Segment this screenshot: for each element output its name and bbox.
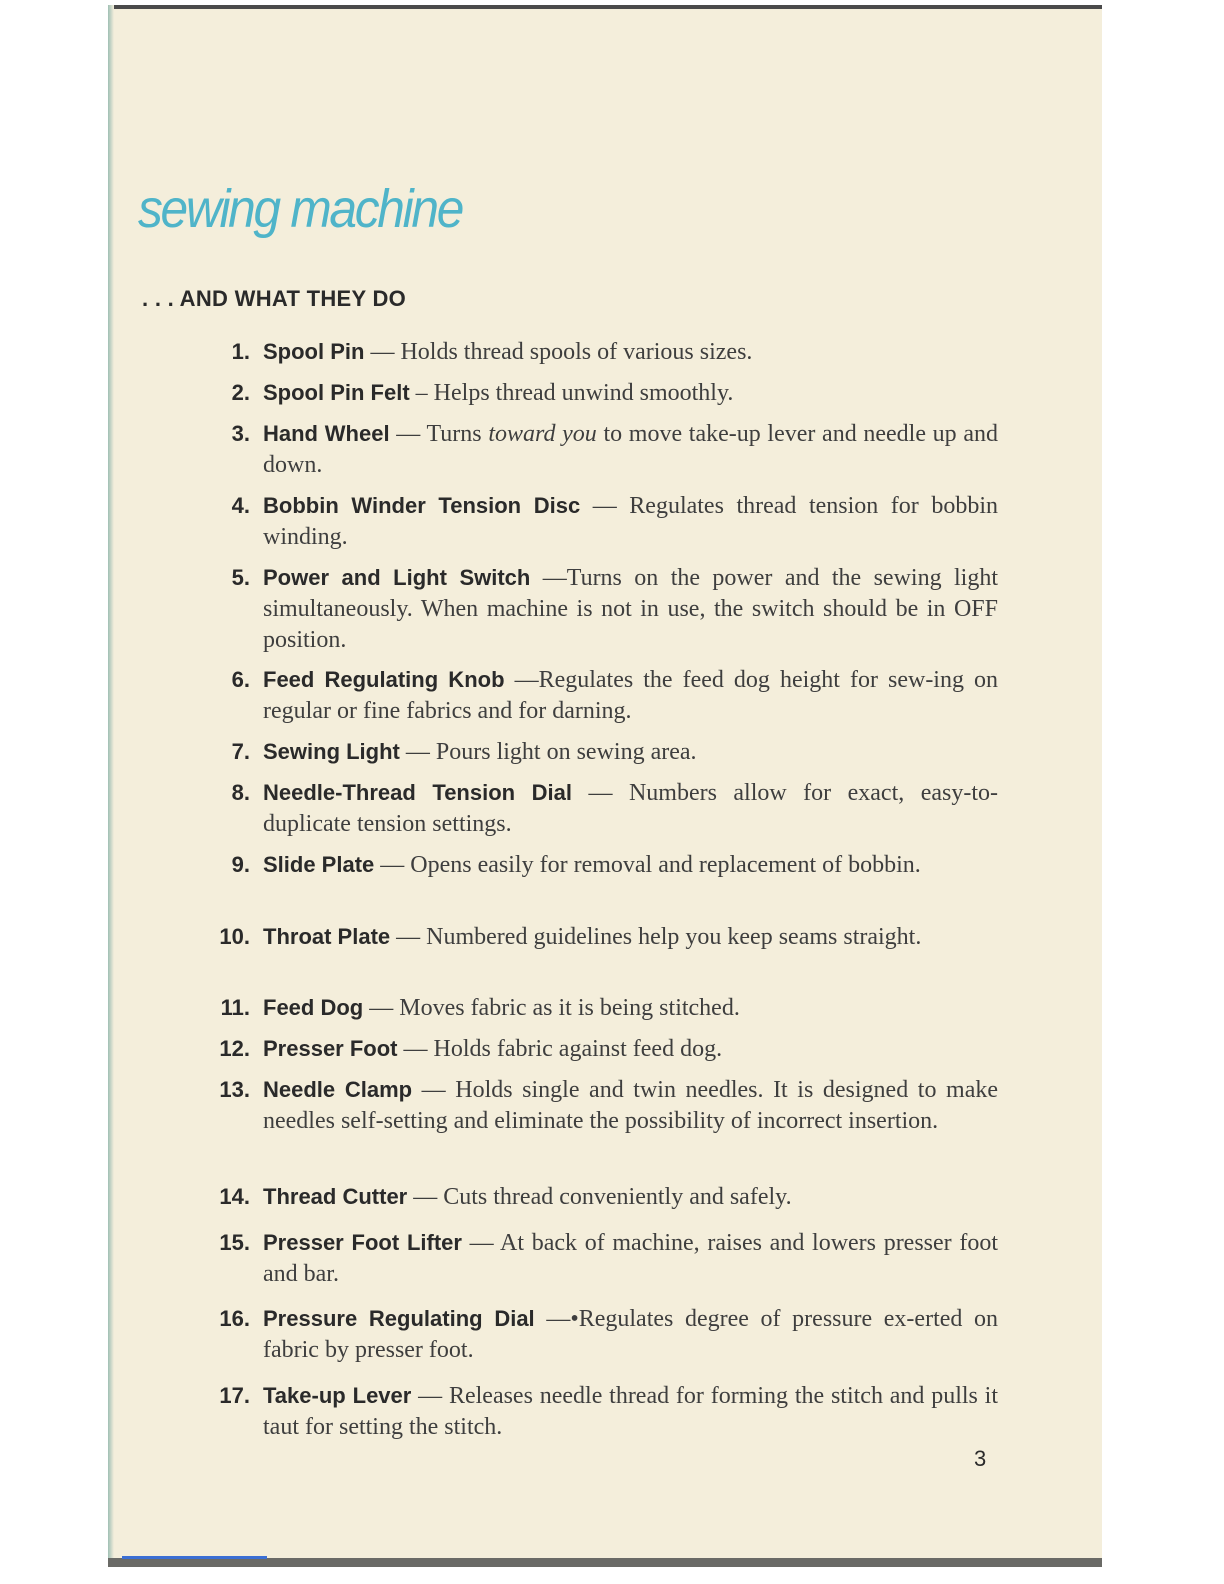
page-title: sewing machine: [138, 179, 463, 239]
item-term: Throat Plate: [263, 924, 391, 949]
item-term: Needle Clamp: [263, 1077, 413, 1102]
list-item: [204, 1033, 998, 1065]
item-number: 15.: [219, 1230, 250, 1255]
item-description: – Helps thread unwind smoothly.: [415, 380, 734, 406]
item-term: Sewing Light: [263, 739, 400, 764]
item-number: 7.: [231, 739, 250, 764]
item-description: — Numbers allow for exact, easy-to-duplicate tension settings.: [263, 780, 998, 837]
item-term: Feed Dog: [263, 995, 364, 1020]
page-bottom-edge: [108, 1558, 1102, 1567]
item-number: 14.: [219, 1184, 250, 1209]
item-description-emphasis: toward you: [488, 421, 597, 447]
item-number: 8.: [231, 780, 250, 805]
list-item: [204, 562, 998, 656]
list-item: [204, 664, 998, 727]
item-number: 10.: [219, 924, 250, 949]
item-number: 12.: [219, 1036, 250, 1061]
item-term: Take-up Lever: [263, 1383, 412, 1408]
item-description: — Opens easily for removal and replacement of bobbin.: [380, 852, 921, 878]
item-description: —Regulates the feed dog height for sew-ing on regular or fine fabrics and for darning.: [263, 667, 999, 724]
item-description: — At back of machine, raises and lowers presser foot and bar.: [263, 1230, 998, 1287]
list-item: [204, 418, 998, 481]
item-number: 9.: [231, 852, 250, 877]
list-item: [204, 1227, 998, 1290]
item-description: — Turns toward you to move take-up lever and needle up and down.: [263, 421, 998, 478]
item-description: — Holds single and twin needles. It is designed to make needles self-setting and eliminate the possibility of incorrect insertion.: [263, 1077, 998, 1134]
item-number: 11.: [220, 995, 250, 1020]
list-item: [204, 1074, 998, 1137]
list-item: [204, 1303, 998, 1366]
item-number: 5.: [231, 565, 250, 590]
item-description: — Regulates thread tension for bobbin winding.: [263, 493, 998, 550]
list-item: [204, 777, 998, 840]
item-term: Bobbin Winder Tension Disc: [263, 493, 581, 518]
item-term: Needle-Thread Tension Dial: [263, 780, 573, 805]
item-description: — Holds fabric against feed dog.: [403, 1036, 723, 1062]
list-item: [204, 377, 998, 409]
list-item: [204, 336, 998, 368]
item-term: Spool Pin: [263, 339, 365, 364]
item-term: Spool Pin Felt: [263, 380, 410, 405]
item-term: Hand Wheel: [263, 421, 390, 446]
item-description: — Moves fabric as it is being stitched.: [369, 995, 740, 1021]
item-number: 17.: [219, 1383, 250, 1408]
list-item: [204, 736, 998, 768]
item-term: Presser Foot Lifter: [263, 1230, 462, 1255]
item-term: Pressure Regulating Dial: [263, 1306, 535, 1331]
item-number: 16.: [219, 1306, 250, 1331]
list-item: [204, 921, 998, 953]
item-description: — Holds thread spools of various sizes.: [370, 339, 753, 365]
item-description: — Cuts thread conveniently and safely.: [413, 1184, 792, 1210]
item-number: 4.: [231, 493, 250, 518]
list-item: [204, 992, 998, 1024]
item-number: 13.: [219, 1077, 250, 1102]
page-bottom-accent: [122, 1556, 267, 1559]
list-item: [204, 1380, 998, 1443]
item-term: Slide Plate: [263, 852, 375, 877]
item-number: 6.: [231, 667, 250, 692]
list-item: [204, 490, 998, 553]
item-term: Feed Regulating Knob: [263, 667, 505, 692]
item-term: Power and Light Switch: [263, 565, 531, 590]
item-number: 2.: [231, 380, 250, 405]
item-number: 1.: [231, 339, 250, 364]
page-number: 3: [974, 1446, 987, 1471]
item-term: Presser Foot: [263, 1036, 398, 1061]
item-description: — Numbered guidelines help you keep seams straight.: [396, 924, 922, 950]
page-spine: [108, 5, 114, 1567]
item-description: —Turns on the power and the sewing light simultaneously. When machine is not in use, the switch should be in OFF position.: [263, 565, 998, 653]
item-term: Thread Cutter: [263, 1184, 408, 1209]
list-item: [204, 849, 998, 881]
item-number: 3.: [231, 421, 250, 446]
section-subtitle: . . . AND WHAT THEY DO: [142, 286, 407, 311]
item-description: —•Regulates degree of pressure ex-erted on fabric by presser foot.: [263, 1306, 999, 1363]
item-description: — Releases needle thread for forming the stitch and pulls it taut for setting the stitch.: [263, 1383, 999, 1440]
item-description: — Pours light on sewing area.: [405, 739, 697, 765]
list-item: [204, 1181, 998, 1213]
